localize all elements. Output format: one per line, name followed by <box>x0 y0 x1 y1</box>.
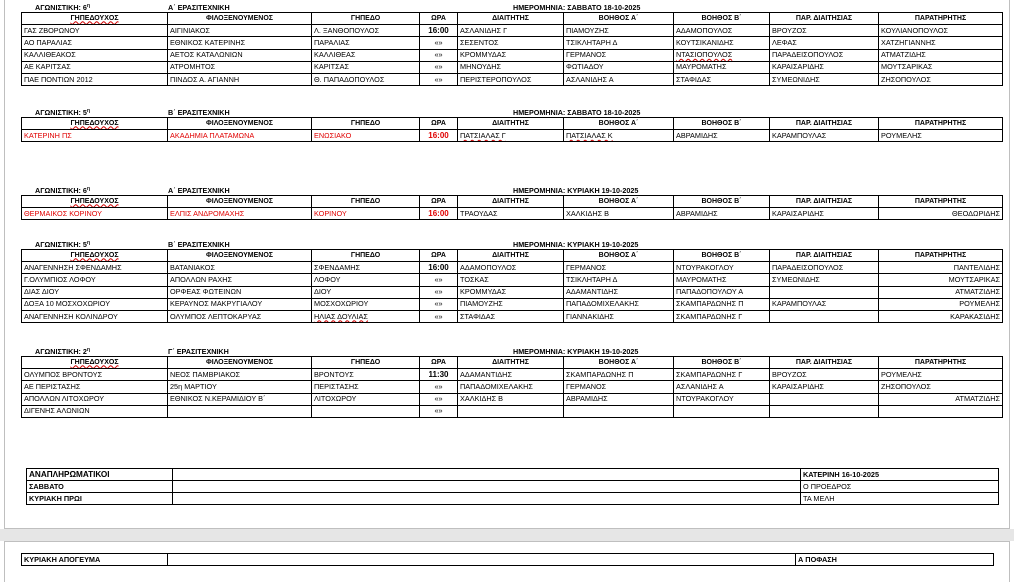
home-team: ΑΠΟΛΛΩΝ ΛΙΤΟΧΩΡΟΥ <box>22 393 168 405</box>
matchday-label: ΑΓΩΝΙΣΤΙΚΗ: $6^\eta$ <box>35 186 90 195</box>
match-observer: ΚΟΥΛΙΑΝΟΠΟΥΛΟΣ <box>879 25 1003 37</box>
referee-observer: ΚΑΡΑΙΣΑΡΙΔΗΣ <box>770 208 879 220</box>
home-team: ΔΙΑΣ ΔΙΟΥ <box>22 286 168 298</box>
referee: ΜΗΝΟΥΔΗΣ <box>458 61 564 73</box>
referee: ΑΔΑΜΑΝΤΙΔΗΣ <box>458 369 564 381</box>
assistant-b: ΣΚΑΜΠΑΡΔΩΝΗΣ Γ <box>674 310 770 322</box>
section-header <box>21 347 1002 356</box>
col-header: ΔΙΑΙΤΗΤΗΣ <box>458 196 564 208</box>
away-team: ΟΛΥΜΠΟΣ ΛΕΠΤΟΚΑΡΥΑΣ <box>168 310 312 322</box>
stadium: ΣΦΕΝΔΑΜΗΣ <box>312 262 420 274</box>
fixtures-table <box>21 12 1003 86</box>
sunday-morning-label: ΚΥΡΙΑΚΗ ΠΡΩΙ <box>27 493 173 505</box>
schedule-section-3 <box>21 186 1002 220</box>
referee: ΤΡΑΟΥΔΑΣ <box>458 208 564 220</box>
fixtures-table <box>21 117 1003 142</box>
stadium: ΔΙΟΥ <box>312 286 420 298</box>
assistant-b: ΣΤΑΦΙΔΑΣ <box>674 73 770 85</box>
col-header: ΔΙΑΙΤΗΤΗΣ <box>458 250 564 262</box>
col-header: ΦΙΛΟΞΕΝΟΥΜΕΝΟΣ <box>168 357 312 369</box>
match-observer: ΜΟΥΤΣΑΡΙΚΑΣ <box>879 61 1003 73</box>
stadium: ΠΕΡΙΣΤΑΣΗΣ <box>312 381 420 393</box>
referee: ΣΤΑΦΙΔΑΣ <box>458 310 564 322</box>
stadium: ΠΑΡΑΛΙΑΣ <box>312 37 420 49</box>
referee-observer: ΚΑΡΑΙΣΑΡΙΔΗΣ <box>770 61 879 73</box>
referee-observer <box>770 286 879 298</box>
assistant-a: ΓΕΡΜΑΝΟΣ <box>564 381 674 393</box>
referee-observer <box>770 393 879 405</box>
table-row <box>27 469 999 481</box>
referee-observer: ΣΥΜΕΩΝΙΔΗΣ <box>770 73 879 85</box>
home-team: ΓΑΣ ΖΒΟΡΩΝΟΥ <box>22 25 168 37</box>
referee-observer: ΚΑΡΑΜΠΟΥΛΑΣ <box>770 298 879 310</box>
saturday-label: ΣΑΒΒΑΤΟ <box>27 481 173 493</box>
away-team: ΒΑΤΑΝΙΑΚΟΣ <box>168 262 312 274</box>
match-observer: ΠΑΝΤΕΛΙΔΗΣ <box>879 262 1003 274</box>
col-header: ΩΡΑ <box>420 196 458 208</box>
referee: ΚΡΟΜΜΥΔΑΣ <box>458 286 564 298</box>
kickoff-time: «» <box>420 286 458 298</box>
document-page-2 <box>4 541 1010 582</box>
assistant-b: ΑΔΑΜΟΠΟΥΛΟΣ <box>674 25 770 37</box>
table-row <box>22 274 1003 286</box>
assistant-b: ΝΤΟΥΡΑΚΟΓΛΟΥ <box>674 262 770 274</box>
assistant-b: ΚΟΥΤΣΙΚΑΝΙΔΗΣ <box>674 37 770 49</box>
referee-observer: ΚΑΡΑΙΣΑΡΙΔΗΣ <box>770 381 879 393</box>
col-header: ΩΡΑ <box>420 250 458 262</box>
section-header <box>21 3 1002 12</box>
referee: ΠΙΑΜΟΥΖΗΣ <box>458 298 564 310</box>
col-header: ΓΗΠΕΔΟΥΧΟΣ <box>22 250 168 262</box>
table-row <box>22 208 1003 220</box>
assistant-a <box>564 405 674 417</box>
assistant-b: ΝΤΟΥΡΑΚΟΓΛΟΥ <box>674 393 770 405</box>
table-header-row <box>22 250 1003 262</box>
referee <box>458 405 564 417</box>
assistant-b: ΠΑΠΑΔΟΠΟΥΛΟΥ Α <box>674 286 770 298</box>
page2-section <box>21 553 993 566</box>
kickoff-time: 16:00 <box>420 25 458 37</box>
kickoff-time: «» <box>420 298 458 310</box>
section-header <box>21 108 1002 117</box>
table-row <box>22 369 1003 381</box>
home-team: ΚΑΛΛΙΘΕΑΚΟΣ <box>22 49 168 61</box>
kickoff-time: «» <box>420 405 458 417</box>
division-label: Α΄ ΕΡΑΣΙΤΕΧΝΙΚΗ <box>168 3 230 12</box>
referee-observer <box>770 405 879 417</box>
assistant-a: ΑΒΡΑΜΙΔΗΣ <box>564 393 674 405</box>
assistant-a: ΓΕΡΜΑΝΟΣ <box>564 262 674 274</box>
col-header: ΠΑΡ. ΔΙΑΙΤΗΣΙΑΣ <box>770 196 879 208</box>
substitutes-label: ΑΝΑΠΛΗΡΩΜΑΤΙΚΟΙ <box>27 469 173 481</box>
assistant-b: ΝΤΑΣΙΟΠΟΥΛΟΣ <box>674 49 770 61</box>
referee: ΣΕΣΕΝΤΟΣ <box>458 37 564 49</box>
schedule-section-2 <box>21 108 1002 142</box>
stadium: ΜΟΣΧΟΧΩΡΙΟΥ <box>312 298 420 310</box>
stadium: ΚΟΡΙΝΟΥ <box>312 208 420 220</box>
assistant-a: ΤΣΙΚΛΗΤΑΡΗ Δ <box>564 274 674 286</box>
referee: ΑΣΛΑΝΙΔΗΣ Γ <box>458 25 564 37</box>
kickoff-time: «» <box>420 310 458 322</box>
referee-observer: ΠΑΡΑΔΕΙΣΟΠΟΥΛΟΣ <box>770 49 879 61</box>
assistant-a: ΑΔΑΜΑΝΤΙΔΗΣ <box>564 286 674 298</box>
col-header: ΒΟΗΘΟΣ Α΄ <box>564 250 674 262</box>
matchday-label: ΑΓΩΝΙΣΤΙΚΗ: $5^\eta$ <box>35 240 90 249</box>
away-team: ΚΕΡΑΥΝΟΣ ΜΑΚΡΥΓΙΑΛΟΥ <box>168 298 312 310</box>
away-team: ΕΛΠΙΣ ΑΝΔΡΟΜΑΧΗΣ <box>168 208 312 220</box>
col-header: ΓΗΠΕΔΟ <box>312 250 420 262</box>
kickoff-time: 16:00 <box>420 130 458 142</box>
assistant-b: ΜΑΥΡΟΜΑΤΗΣ <box>674 61 770 73</box>
away-team: ΠΙΝΔΟΣ Α. ΑΓΙΑΝΝΗ <box>168 73 312 85</box>
stadium: ΚΑΛΛΙΘΕΑΣ <box>312 49 420 61</box>
division-label: Α΄ ΕΡΑΣΙΤΕΧΝΙΚΗ <box>168 186 230 195</box>
kickoff-time: «» <box>420 49 458 61</box>
assistant-a: ΧΑΛΚΙΔΗΣ Β <box>564 208 674 220</box>
referee-observer: ΒΡΟΥΖΟΣ <box>770 369 879 381</box>
table-header-row <box>22 196 1003 208</box>
referee-observer <box>770 310 879 322</box>
table-row <box>22 25 1003 37</box>
match-observer: ΡΟΥΜΕΛΗΣ <box>879 369 1003 381</box>
table-row <box>27 481 999 493</box>
match-observer: ΧΑΤΖΗΓΙΑΝΝΗΣ <box>879 37 1003 49</box>
table-row <box>22 405 1003 417</box>
referee: ΚΡΟΜΜΥΔΑΣ <box>458 49 564 61</box>
col-header: ΓΗΠΕΔΟΥΧΟΣ <box>22 13 168 25</box>
match-observer: ΚΑΡΑΚΑΣΙΔΗΣ <box>879 310 1003 322</box>
col-header: ΒΟΗΘΟΣ Α΄ <box>564 13 674 25</box>
table-row <box>22 310 1003 322</box>
match-observer: ΑΤΜΑΤΖΙΔΗΣ <box>879 286 1003 298</box>
assistant-a: ΤΣΙΚΛΗΤΑΡΗ Δ <box>564 37 674 49</box>
table-header-row <box>22 357 1003 369</box>
col-header: ΠΑΡΑΤΗΡΗΤΗΣ <box>879 357 1003 369</box>
sunday-afternoon-label: ΚΥΡΙΑΚΗ ΑΠΟΓΕΥΜΑ <box>22 554 168 566</box>
assistant-a: ΑΣΛΑΝΙΔΗΣ Α <box>564 73 674 85</box>
col-header: ΓΗΠΕΔΟΥΧΟΣ <box>22 357 168 369</box>
col-header: ΓΗΠΕΔΟΥΧΟΣ <box>22 118 168 130</box>
home-team: ΑΝΑΓΕΝΝΗΣΗ ΚΟΛΙΝΔΡΟΥ <box>22 310 168 322</box>
kickoff-time: «» <box>420 73 458 85</box>
match-date: ΗΜΕΡΟΜΗΝΙΑ: ΣΑΒΒΑΤΟ 18-10-2025 <box>513 3 641 12</box>
decision-label: Α ΠΟΦΑΣΗ <box>796 554 994 566</box>
table-header-row <box>22 13 1003 25</box>
division-label: Β΄ ΕΡΑΣΙΤΕΧΝΙΚΗ <box>168 108 230 117</box>
assistant-a: ΠΑΤΣΙΑΛΑΣ Κ <box>564 130 674 142</box>
stadium: ΗΛΙΑΣ ΔΟΥΛΙΑΣ <box>312 310 420 322</box>
assistant-a: ΣΚΑΜΠΑΡΔΩΝΗΣ Π <box>564 369 674 381</box>
col-header: ΒΟΗΘΟΣ Α΄ <box>564 196 674 208</box>
sunday-afternoon-table <box>21 553 994 566</box>
col-header: ΒΟΗΘΟΣ Β΄ <box>674 250 770 262</box>
col-header: ΓΗΠΕΔΟ <box>312 13 420 25</box>
document-page <box>4 0 1010 529</box>
table-row <box>22 61 1003 73</box>
assistant-a: ΓΙΑΝΝΑΚΙΔΗΣ <box>564 310 674 322</box>
table-row <box>27 493 999 505</box>
match-date: ΗΜΕΡΟΜΗΝΙΑ: ΣΑΒΒΑΤΟ 18-10-2025 <box>513 108 641 117</box>
members-label: ΤΑ ΜΕΛΗ <box>801 493 999 505</box>
home-team: Γ.ΟΛΥΜΠΙΟΣ ΛΟΦΟΥ <box>22 274 168 286</box>
referee-observer: ΚΑΡΑΜΠΟΥΛΑΣ <box>770 130 879 142</box>
president-label: Ο ΠΡΟΕΔΡΟΣ <box>801 481 999 493</box>
assistant-b: ΑΒΡΑΜΙΔΗΣ <box>674 130 770 142</box>
assistant-b: ΣΚΑΜΠΑΡΔΩΝΗΣ Π <box>674 298 770 310</box>
away-team: 25η ΜΑΡΤΙΟΥ <box>168 381 312 393</box>
place-date: ΚΑΤΕΡΙΝΗ 16-10-2025 <box>801 469 999 481</box>
table-row <box>22 130 1003 142</box>
assistant-a: ΦΩΤΙΑΔΟΥ <box>564 61 674 73</box>
match-observer: ΘΕΟΔΩΡΙΔΗΣ <box>879 208 1003 220</box>
section-header <box>21 186 1002 195</box>
stadium: ΛΟΦΟΥ <box>312 274 420 286</box>
kickoff-time: 16:00 <box>420 208 458 220</box>
match-observer: ΖΗΣΟΠΟΥΛΟΣ <box>879 73 1003 85</box>
col-header: ΒΟΗΘΟΣ Β΄ <box>674 357 770 369</box>
away-team: ΑΠΟΛΛΩΝ ΡΑΧΗΣ <box>168 274 312 286</box>
kickoff-time: «» <box>420 37 458 49</box>
home-team: ΟΛΥΜΠΟΣ ΒΡΟΝΤΟΥΣ <box>22 369 168 381</box>
referee: ΑΔΑΜΟΠΟΥΛΟΣ <box>458 262 564 274</box>
col-header: ΠΑΡ. ΔΙΑΙΤΗΣΙΑΣ <box>770 250 879 262</box>
away-team: ΕΘΝΙΚΟΣ ΚΑΤΕΡΙΝΗΣ <box>168 37 312 49</box>
col-header: ΠΑΡΑΤΗΡΗΤΗΣ <box>879 250 1003 262</box>
schedule-section-4 <box>21 240 1002 323</box>
col-header: ΓΗΠΕΔΟ <box>312 357 420 369</box>
col-header: ΦΙΛΟΞΕΝΟΥΜΕΝΟΣ <box>168 118 312 130</box>
col-header: ΠΑΡ. ΔΙΑΙΤΗΣΙΑΣ <box>770 357 879 369</box>
referee-observer: ΣΥΜΕΩΝΙΔΗΣ <box>770 274 879 286</box>
away-team: ΑΤΡΟΜΗΤΟΣ <box>168 61 312 73</box>
col-header: ΦΙΛΟΞΕΝΟΥΜΕΝΟΣ <box>168 250 312 262</box>
col-header: ΠΑΡΑΤΗΡΗΤΗΣ <box>879 118 1003 130</box>
assistant-a: ΠΑΠΑΔΟΜΙΧΕΛΑΚΗΣ <box>564 298 674 310</box>
table-row <box>22 554 994 566</box>
referee: ΧΑΛΚΙΔΗΣ Β <box>458 393 564 405</box>
fixtures-table <box>21 249 1003 323</box>
col-header: ΔΙΑΙΤΗΤΗΣ <box>458 357 564 369</box>
stadium: Θ. ΠΑΠΑΔΟΠΟΥΛΟΣ <box>312 73 420 85</box>
col-header: ΠΑΡΑΤΗΡΗΤΗΣ <box>879 13 1003 25</box>
col-header: ΒΟΗΘΟΣ Β΄ <box>674 118 770 130</box>
substitutes-value <box>173 469 801 481</box>
col-header: ΓΗΠΕΔΟ <box>312 118 420 130</box>
match-observer: ΜΟΥΤΣΑΡΙΚΑΣ <box>879 274 1003 286</box>
col-header: ΒΟΗΘΟΣ Α΄ <box>564 118 674 130</box>
assistant-a: ΓΕΡΜΑΝΟΣ <box>564 49 674 61</box>
referee: ΠΑΤΣΙΑΛΑΣ Γ <box>458 130 564 142</box>
away-team: ΑΚΑΔΗΜΙΑ ΠΛΑΤΑΜΩΝΑ <box>168 130 312 142</box>
home-team: ΠΑΕ ΠΟΝΤΙΩΝ 2012 <box>22 73 168 85</box>
kickoff-time: «» <box>420 393 458 405</box>
col-header: ΔΙΑΙΤΗΤΗΣ <box>458 13 564 25</box>
home-team: ΔΟΞΑ 10 ΜΟΣΧΟΧΩΡΙΟΥ <box>22 298 168 310</box>
assistant-b: ΑΣΛΑΝΙΔΗΣ Α <box>674 381 770 393</box>
col-header: ΩΡΑ <box>420 118 458 130</box>
assistant-b: ΜΑΥΡΟΜΑΤΗΣ <box>674 274 770 286</box>
table-row <box>22 286 1003 298</box>
schedule-section-1 <box>21 3 1002 86</box>
col-header: ΩΡΑ <box>420 13 458 25</box>
fixtures-table <box>21 195 1003 220</box>
col-header: ΦΙΛΟΞΕΝΟΥΜΕΝΟΣ <box>168 13 312 25</box>
match-observer: ΑΤΜΑΤΖΙΔΗΣ <box>879 393 1003 405</box>
col-header: ΓΗΠΕΔΟΥΧΟΣ <box>22 196 168 208</box>
col-header: ΩΡΑ <box>420 357 458 369</box>
away-team: ΑΙΓΙΝΙΑΚΟΣ <box>168 25 312 37</box>
page-gap <box>0 529 1014 541</box>
match-observer: ΡΟΥΜΕΛΗΣ <box>879 298 1003 310</box>
match-observer: ΡΟΥΜΕΛΗΣ <box>879 130 1003 142</box>
table-row <box>22 37 1003 49</box>
substitutes-section <box>26 468 998 505</box>
referee: ΠΕΡΙΣΤΕΡΟΠΟΥΛΟΣ <box>458 73 564 85</box>
schedule-section-5 <box>21 347 1002 418</box>
kickoff-time: 11:30 <box>420 369 458 381</box>
home-team: ΘΕΡΜΑΙΚΟΣ ΚΟΡΙΝΟΥ <box>22 208 168 220</box>
referee-observer: ΒΡΟΥΖΟΣ <box>770 25 879 37</box>
match-date: ΗΜΕΡΟΜΗΝΙΑ: ΚΥΡΙΑΚΗ 19-10-2025 <box>513 240 639 249</box>
assistant-b: ΑΒΡΑΜΙΔΗΣ <box>674 208 770 220</box>
stadium: ΕΝΩΣΙΑΚΟ <box>312 130 420 142</box>
kickoff-time: «» <box>420 274 458 286</box>
referee: ΤΟΣΚΑΣ <box>458 274 564 286</box>
stadium: ΒΡΟΝΤΟΥΣ <box>312 369 420 381</box>
match-observer: ΑΤΜΑΤΖΙΔΗΣ <box>879 49 1003 61</box>
match-observer <box>879 405 1003 417</box>
col-header: ΠΑΡ. ΔΙΑΙΤΗΣΙΑΣ <box>770 13 879 25</box>
substitutes-table <box>26 468 999 505</box>
kickoff-time: «» <box>420 61 458 73</box>
assistant-b: ΣΚΑΜΠΑΡΔΩΝΗΣ Γ <box>674 369 770 381</box>
referee: ΠΑΠΑΔΟΜΙΧΕΛΑΚΗΣ <box>458 381 564 393</box>
table-row <box>22 393 1003 405</box>
kickoff-time: 16:00 <box>420 262 458 274</box>
away-team <box>168 405 312 417</box>
division-label: Β΄ ΕΡΑΣΙΤΕΧΝΙΚΗ <box>168 240 230 249</box>
table-header-row <box>22 118 1003 130</box>
away-team: ΟΡΦΕΑΣ ΦΩΤΕΙΝΩΝ <box>168 286 312 298</box>
col-header: ΦΙΛΟΞΕΝΟΥΜΕΝΟΣ <box>168 196 312 208</box>
kickoff-time: «» <box>420 381 458 393</box>
table-row <box>22 73 1003 85</box>
referee-observer: ΠΑΡΑΔΕΙΣΟΠΟΥΛΟΣ <box>770 262 879 274</box>
stadium: ΚΑΡΙΤΣΑΣ <box>312 61 420 73</box>
matchday-label: ΑΓΩΝΙΣΤΙΚΗ: $2^\eta$ <box>35 347 90 356</box>
matchday-label: ΑΓΩΝΙΣΤΙΚΗ: $5^\eta$ <box>35 108 90 117</box>
sunday-afternoon-value <box>168 554 796 566</box>
col-header: ΒΟΗΘΟΣ Β΄ <box>674 13 770 25</box>
matchday-label: ΑΓΩΝΙΣΤΙΚΗ: $6^\eta$ <box>35 3 90 12</box>
match-date: ΗΜΕΡΟΜΗΝΙΑ: ΚΥΡΙΑΚΗ 19-10-2025 <box>513 347 639 356</box>
stadium <box>312 405 420 417</box>
table-row <box>22 262 1003 274</box>
sunday-morning-value <box>173 493 801 505</box>
col-header: ΓΗΠΕΔΟ <box>312 196 420 208</box>
col-header: ΠΑΡ. ΔΙΑΙΤΗΣΙΑΣ <box>770 118 879 130</box>
saturday-value <box>173 481 801 493</box>
section-header <box>21 240 1002 249</box>
home-team: ΑΕ ΠΕΡΙΣΤΑΣΗΣ <box>22 381 168 393</box>
stadium: Λ. ΞΑΝΘΟΠΟΥΛΟΣ <box>312 25 420 37</box>
match-observer: ΖΗΣΟΠΟΥΛΟΣ <box>879 381 1003 393</box>
col-header: ΒΟΗΘΟΣ Β΄ <box>674 196 770 208</box>
table-row <box>22 381 1003 393</box>
col-header: ΒΟΗΘΟΣ Α΄ <box>564 357 674 369</box>
home-team: ΚΑΤΕΡΙΝΗ ΠΣ <box>22 130 168 142</box>
away-team: ΕΘΝΙΚΟΣ Ν.ΚΕΡΑΜΙΔΙΟΥ Β΄ <box>168 393 312 405</box>
away-team: ΑΕΤΟΣ ΚΑΤΑΛΩΝΙΩΝ <box>168 49 312 61</box>
fixtures-table <box>21 356 1003 418</box>
away-team: ΝΕΟΣ ΠΑΜΒΡΙΑΚΟΣ <box>168 369 312 381</box>
match-date: ΗΜΕΡΟΜΗΝΙΑ: ΚΥΡΙΑΚΗ 19-10-2025 <box>513 186 639 195</box>
referee-observer: ΛΕΦΑΣ <box>770 37 879 49</box>
home-team: ΑΝΑΓΕΝΝΗΣΗ ΣΦΕΝΔΑΜΗΣ <box>22 262 168 274</box>
table-row <box>22 298 1003 310</box>
home-team: ΑΕ ΚΑΡΙΤΣΑΣ <box>22 61 168 73</box>
col-header: ΔΙΑΙΤΗΤΗΣ <box>458 118 564 130</box>
table-row <box>22 49 1003 61</box>
col-header: ΠΑΡΑΤΗΡΗΤΗΣ <box>879 196 1003 208</box>
assistant-a: ΠΙΑΜΟΥΖΗΣ <box>564 25 674 37</box>
stadium: ΛΙΤΟΧΩΡΟΥ <box>312 393 420 405</box>
home-team: ΔΙΓΕΝΗΣ ΑΛΩΝΙΩΝ <box>22 405 168 417</box>
assistant-b <box>674 405 770 417</box>
home-team: ΑΟ ΠΑΡΑΛΙΑΣ <box>22 37 168 49</box>
division-label: Γ΄ ΕΡΑΣΙΤΕΧΝΙΚΗ <box>168 347 229 356</box>
